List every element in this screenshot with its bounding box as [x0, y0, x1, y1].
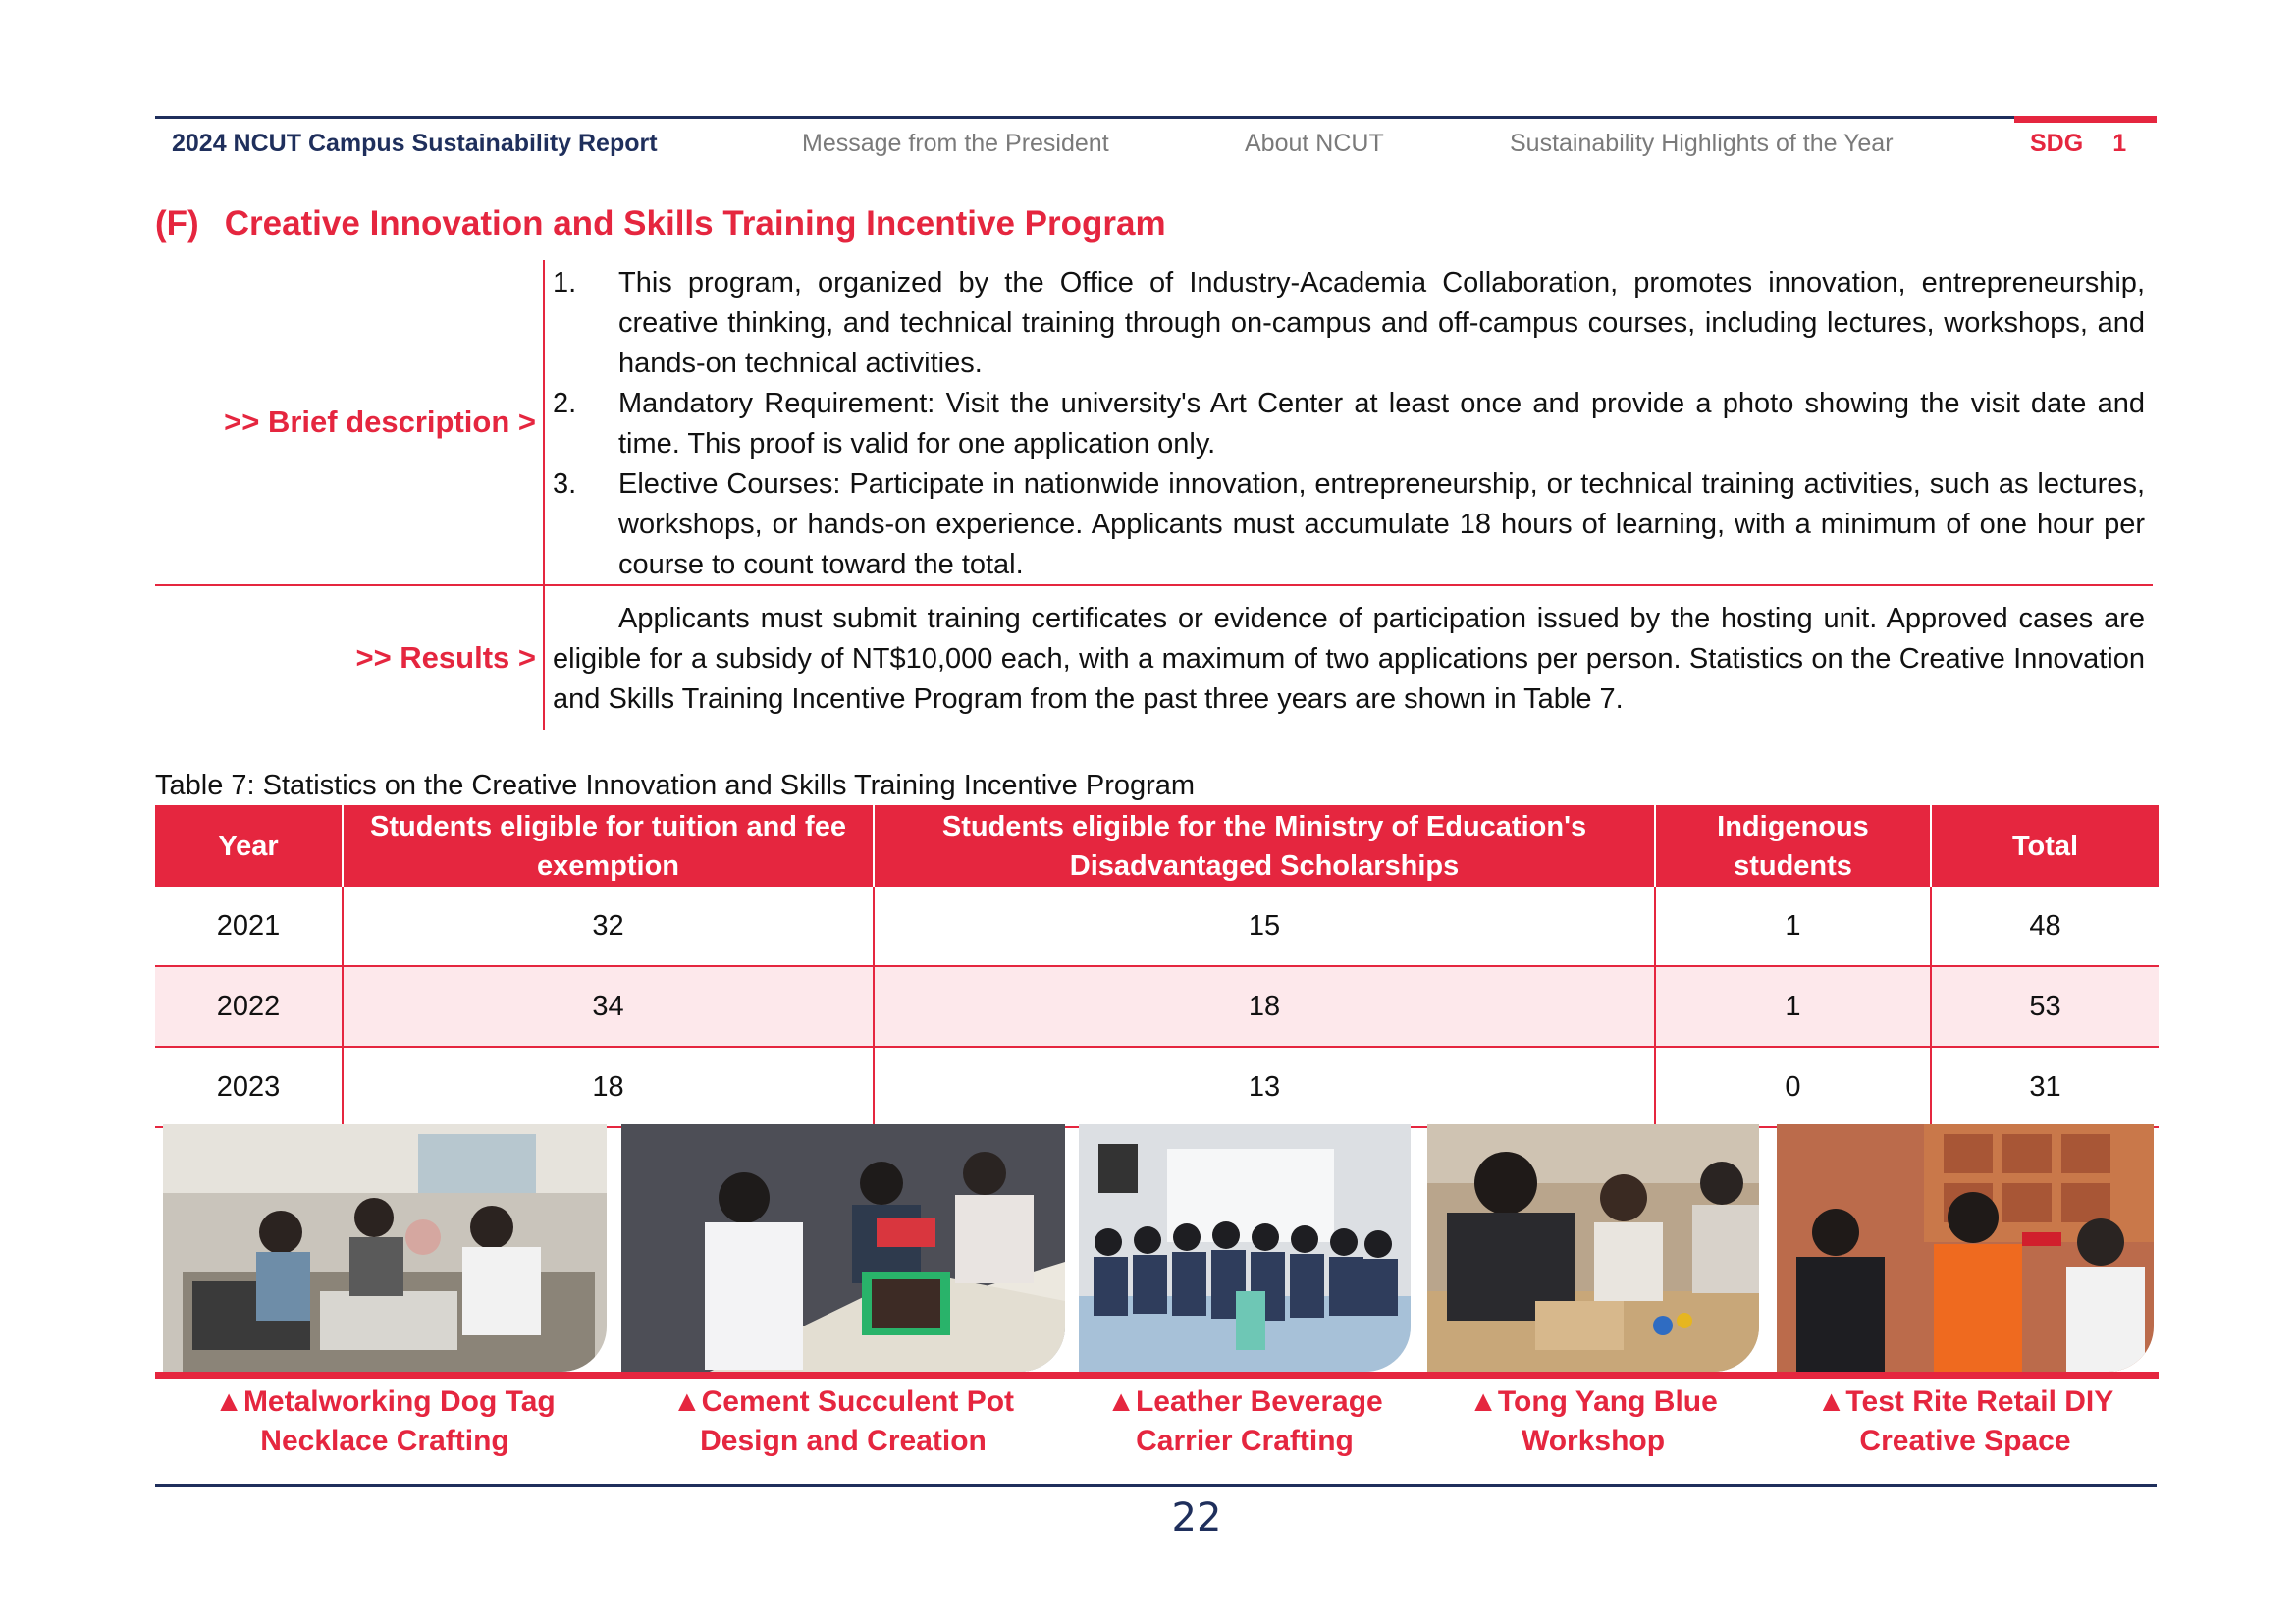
section-letter: (F): [155, 204, 199, 243]
list-item-number: 3.: [553, 468, 577, 500]
list-item-text: Mandatory Requirement: Visit the university's Art Center at least once and provide a photo showing the visit date and time. This proof is valid for one application only.: [618, 388, 2145, 460]
section-divider: [155, 584, 2153, 586]
page-number: 22: [1171, 1495, 1222, 1541]
table-cell: 1: [1655, 887, 1931, 966]
results-text: Applicants must submit training certificates or evidence of participation issued by the hosting unit. Approved cases are eligible for a subsidy of NT$10,000 each, with a maximum of two applications per person. Statistics on the Creative Innovation and Skills Training Incentive Program from the past three years are shown in Table 7.: [553, 603, 2145, 715]
table-row: [155, 1047, 2159, 1127]
list-item: [553, 263, 2145, 384]
table-cell: 34: [343, 966, 874, 1047]
sdg-number: 1: [2112, 130, 2127, 157]
report-title: 2024 NCUT Campus Sustainability Report: [172, 130, 658, 157]
list-item: [553, 384, 2145, 464]
table-caption: Table 7: Statistics on the Creative Innovation and Skills Training Incentive Program: [155, 770, 1196, 801]
table-cell: 13: [874, 1047, 1655, 1127]
table-header-row: [155, 805, 2159, 887]
table-cell: 2022: [155, 966, 343, 1047]
nav-link-about[interactable]: About NCUT: [1245, 130, 1384, 157]
photo-succulent-pot: [621, 1124, 1065, 1372]
brief-list: [553, 263, 2145, 585]
photo-tong-yang-workshop: [1427, 1124, 1759, 1372]
column-header: Year: [155, 805, 343, 887]
column-header: Students eligible for tuition and fee exemption: [343, 805, 874, 887]
brief-label: >> Brief description >: [224, 405, 536, 439]
photo-strip-base: [155, 1372, 2159, 1379]
table-cell: 48: [1931, 887, 2159, 966]
section-title-text: Creative Innovation and Skills Training Incentive Program: [224, 204, 1166, 243]
table-cell: 18: [343, 1047, 874, 1127]
table-cell: 0: [1655, 1047, 1931, 1127]
photo-caption: ▲Cement Succulent Pot Design and Creation: [671, 1385, 1015, 1457]
photo-leather-carrier: [1079, 1124, 1411, 1372]
list-item: [553, 464, 2145, 585]
nav-link-highlights[interactable]: Sustainability Highlights of the Year: [1510, 130, 1894, 157]
header-rule: [155, 116, 2157, 119]
nav-link-president-message[interactable]: Message from the President: [802, 130, 1109, 157]
photo-caption: ▲Leather Beverage Carrier Crafting: [1106, 1385, 1383, 1457]
stats-table: [155, 805, 2159, 1128]
list-item-text: This program, organized by the Office of Industry-Academia Collaboration, promotes innovation, entrepreneurship, creative thinking, and technical training through on-campus and off-campus courses, including lectures, workshops, and hands-on technical activities.: [618, 267, 2145, 379]
photo-caption: ▲Tong Yang Blue Workshop: [1468, 1385, 1718, 1457]
table-cell: 32: [343, 887, 874, 966]
photo-caption: ▲Metalworking Dog Tag Necklace Crafting: [214, 1385, 556, 1457]
table-row: [155, 966, 2159, 1047]
table-cell: 2021: [155, 887, 343, 966]
header-accent-bar: [2014, 116, 2157, 123]
column-header: Students eligible for the Ministry of Education's Disadvantaged Scholarships: [874, 805, 1655, 887]
column-header: Indigenous students: [1655, 805, 1931, 887]
footer-rule: [155, 1484, 2157, 1487]
sdg-badge[interactable]: [2030, 130, 2126, 158]
list-item-number: 1.: [553, 267, 577, 298]
photo-test-rite-diy: [1777, 1124, 2154, 1372]
table-cell: 53: [1931, 966, 2159, 1047]
table-cell: 31: [1931, 1047, 2159, 1127]
table-cell: 15: [874, 887, 1655, 966]
list-item-number: 2.: [553, 388, 577, 419]
photo-metalworking: [163, 1124, 607, 1372]
table-row: [155, 887, 2159, 966]
sdg-label: SDG: [2030, 130, 2084, 157]
table-cell: 18: [874, 966, 1655, 1047]
brief-divider: [543, 260, 545, 584]
results-divider: [543, 586, 545, 730]
section-title: [155, 204, 1166, 244]
column-header: Total: [1931, 805, 2159, 887]
photo-caption: ▲Test Rite Retail DIY Creative Space: [1816, 1385, 2114, 1457]
table-cell: 1: [1655, 966, 1931, 1047]
table-cell: 2023: [155, 1047, 343, 1127]
results-label: >> Results >: [355, 640, 536, 675]
list-item-text: Elective Courses: Participate in nationwide innovation, entrepreneurship, or technical training activities, such as lectures, workshops, or hands-on experience. Applicants must accumulate 18 hours of learning, with a minimum of one hour per course to count toward the total.: [618, 468, 2145, 580]
